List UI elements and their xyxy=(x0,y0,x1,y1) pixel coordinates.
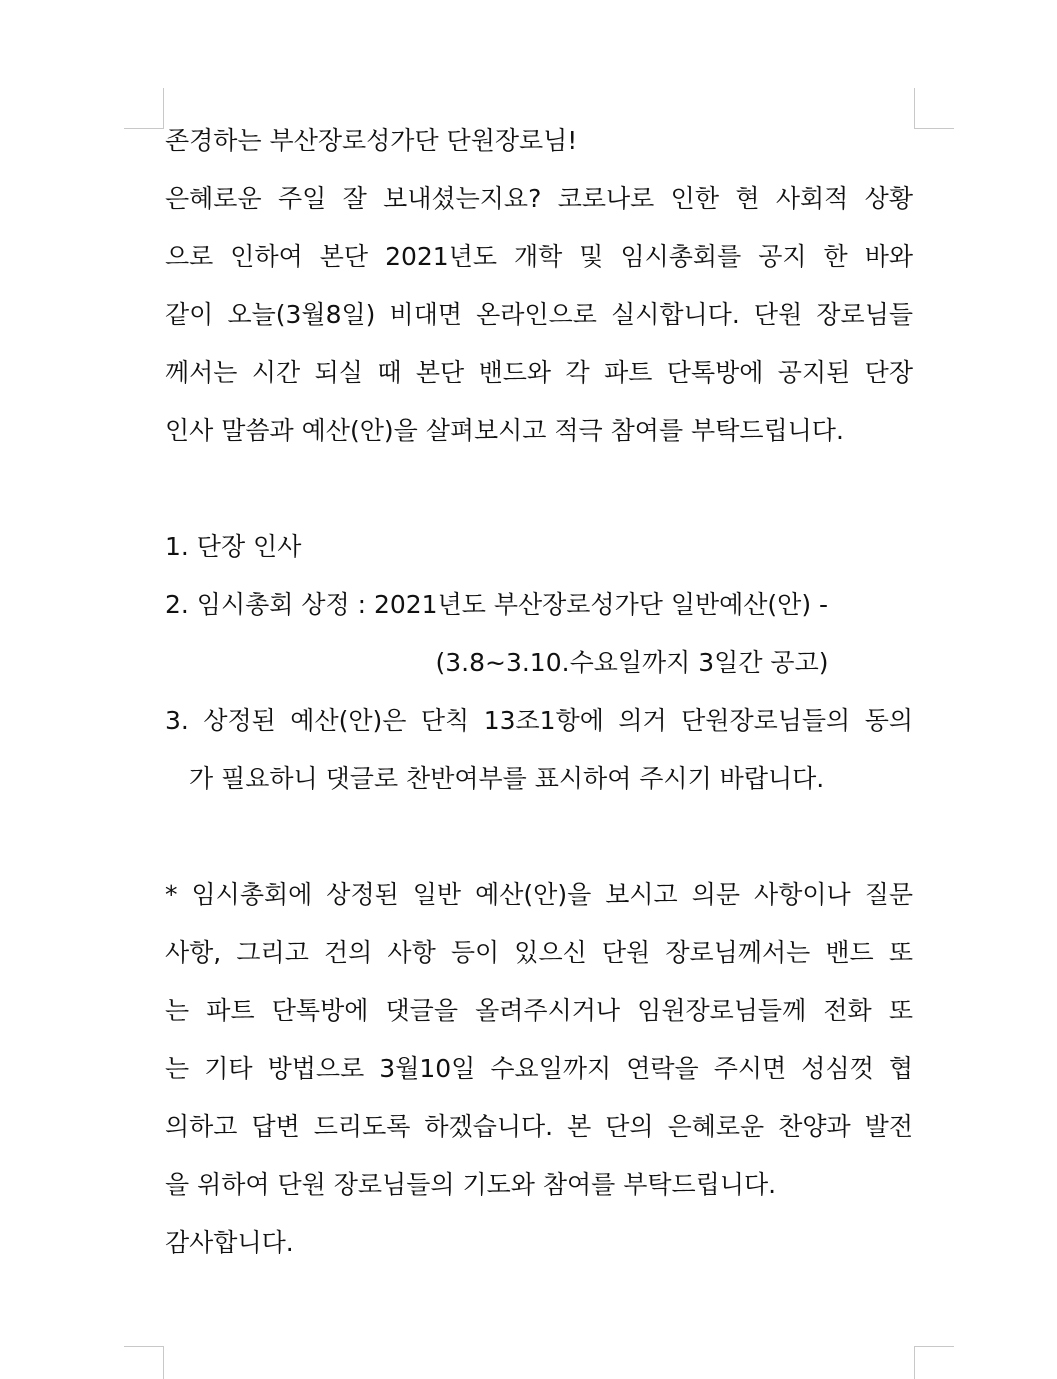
note-line: 의하고 답변 드리도록 하겠습니다. 본 단의 은혜로운 찬양과 발전 xyxy=(165,1112,913,1141)
intro-line: 은혜로운 주일 잘 보내셨는지요? 코로나로 인한 현 사회적 상황 xyxy=(165,184,913,213)
crop-mark-top-right-h xyxy=(914,128,954,129)
letter-body xyxy=(165,118,913,1278)
list-item-3-cont: 가 필요하니 댓글로 찬반여부를 표시하여 주시기 바랍니다. xyxy=(189,764,825,793)
note-line: 사항, 그리고 건의 사항 등이 있으신 단원 장로님께서는 밴드 또 xyxy=(165,938,913,967)
note-line: * 임시총회에 상정된 일반 예산(안)을 보시고 의문 사항이나 질문 xyxy=(165,880,913,909)
intro-line: 같이 오늘(3월8일) 비대면 온라인으로 실시합니다. 단원 장로님들 xyxy=(165,300,913,329)
crop-mark-bottom-right-h xyxy=(914,1346,954,1347)
intro-line: 께서는 시간 되실 때 본단 밴드와 각 파트 단톡방에 공지된 단장 xyxy=(165,358,913,387)
crop-mark-bottom-left-h xyxy=(124,1346,164,1347)
crop-mark-top-right-v xyxy=(914,88,915,128)
note-line: 는 파트 단톡방에 댓글을 올려주시거나 임원장로님들께 전화 또 xyxy=(165,996,913,1025)
intro-line: 인사 말씀과 예산(안)을 살펴보시고 적극 참여를 부탁드립니다. xyxy=(165,416,844,445)
spacer xyxy=(165,466,913,524)
list-item-1: 1. 단장 인사 xyxy=(165,532,302,561)
greeting: 존경하는 부산장로성가단 단원장로님! xyxy=(165,126,578,155)
note-line: 는 기타 방법으로 3월10일 수요일까지 연락을 주시면 성심껏 협 xyxy=(165,1054,913,1083)
closing: 감사합니다. xyxy=(165,1228,294,1257)
list-item-2: 2. 임시총회 상정 : 2021년도 부산장로성가단 일반예산(안) - xyxy=(165,590,829,619)
spacer xyxy=(165,814,913,872)
list-item-3: 3. 상정된 예산(안)은 단칙 13조1항에 의거 단원장로님들의 동의 xyxy=(165,706,913,735)
crop-mark-bottom-right-v xyxy=(914,1346,915,1379)
crop-mark-top-left-v xyxy=(163,88,164,128)
list-item-2-sub: (3.8~3.10.수요일까지 3일간 공고) xyxy=(435,648,829,677)
crop-mark-top-left-h xyxy=(124,128,164,129)
crop-mark-bottom-left-v xyxy=(163,1346,164,1379)
intro-line: 으로 인하여 본단 2021년도 개학 및 임시총회를 공지 한 바와 xyxy=(165,242,913,271)
note-line: 을 위하여 단원 장로님들의 기도와 참여를 부탁드립니다. xyxy=(165,1170,777,1199)
